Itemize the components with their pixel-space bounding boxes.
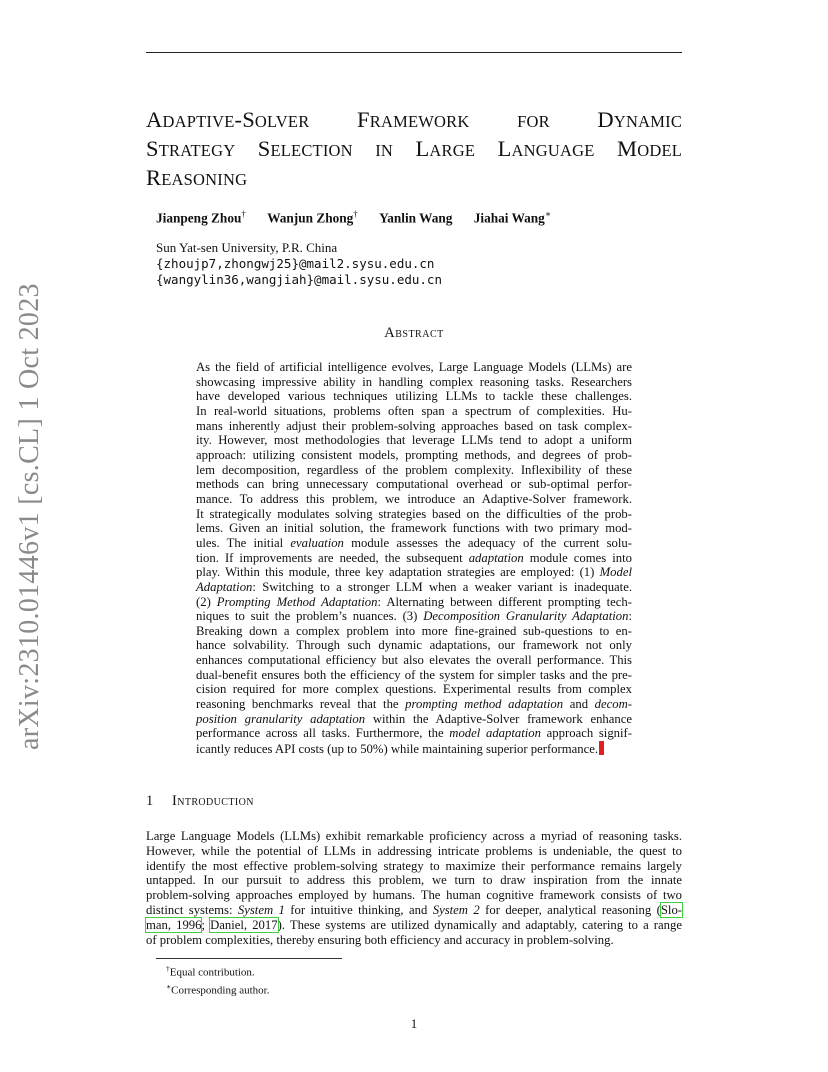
email-line: {wangylin36,wangjiah}@mail.sysu.edu.cn — [156, 272, 442, 287]
author: Jianpeng Zhou† — [156, 209, 246, 226]
intro-line: distinct systems: System 1 for intuitive thinking, and System 2 for deeper, analytical reasoning (Slo- — [146, 902, 683, 917]
section-title: Introduction — [172, 793, 254, 809]
text-cursor — [599, 741, 604, 755]
abstract-line: performance across all tasks. Furthermore, the model adaptation approach signif- — [196, 726, 632, 741]
abstract-line: have developed various techniques utilizing LLMs to tackle these challenges. — [196, 389, 632, 404]
abstract-line: showcasing impressive ability in handling complex reasoning tasks. Researchers — [196, 374, 632, 389]
abstract-line: enhances computational efficiency but also elevates the overall performance. This — [196, 653, 632, 668]
emphasis: Prompting Method Adaptation — [216, 594, 378, 609]
emphasis: prompting method adaptation — [405, 697, 564, 712]
email-line: {zhoujp7,zhongwj25}@mail2.sysu.edu.cn — [156, 256, 435, 271]
author-list — [156, 209, 569, 226]
abstract-line: ules. The initial evaluation module assesses the adequacy of the current solu- — [196, 535, 632, 550]
footnote: †Equal contribution. — [166, 964, 255, 979]
top-rule — [146, 52, 682, 53]
abstract-line: methods can bring unnecessary computational overhead or sub-optimal perfor- — [196, 477, 632, 492]
intro-line: identify the most effective problem-solving strategy to maximize their performance remains largely — [146, 858, 682, 873]
abstract-line: mance. To address this problem, we introduce an Adaptive-Solver framework. — [196, 491, 632, 506]
intro-line: man, 1996; Daniel, 2017). These systems are utilized dynamically and adaptably, catering to a range — [146, 917, 682, 932]
emphasis: model adaptation — [449, 726, 541, 741]
abstract-line: play. Within this module, three key adaptation strategies are employed: (1) Model — [196, 565, 632, 580]
abstract-line: mans inherently adjust their problem-solving approaches based on task complex- — [196, 418, 632, 433]
footnotes — [166, 962, 270, 997]
abstract-line: hance solvability. Through such dynamic adaptations, our framework not only — [196, 638, 632, 653]
abstract-line: position granularity adaptation within the Adaptive-Solver framework enhance — [196, 711, 632, 726]
introduction-body — [146, 829, 682, 947]
emphasis: evaluation — [290, 535, 344, 550]
abstract-line: cision required for more complex questions. Experimental results from complex — [196, 682, 632, 697]
emphasis: decom- — [594, 697, 632, 712]
footnote: ∗Corresponding author. — [166, 981, 270, 997]
arxiv-stamp: arXiv:2310.01446v1 [cs.CL] 1 Oct 2023 — [14, 283, 45, 750]
page-number: 1 — [410, 1016, 418, 1031]
abstract-line: niques to suit the problem’s nuances. (3) Decomposition Granularity Adaptation: — [196, 609, 632, 624]
abstract-line: tion. If improvements are needed, the subsequent adaptation module comes into — [196, 550, 632, 565]
emphasis: Model — [599, 565, 632, 580]
emphasis: System 2 — [432, 902, 480, 917]
intro-line: problem-solving approaches employed by humans. The human cognitive framework consists of two — [146, 888, 682, 903]
abstract-line: Adaptation: Switching to a stronger LLM when a weaker variant is inadequate. — [196, 579, 632, 594]
affiliation: Sun Yat-sen University, P.R. China — [156, 240, 338, 255]
section-heading — [146, 793, 254, 810]
citation-link[interactable]: Daniel, 2017 — [210, 917, 278, 932]
abstract-line: ity. However, most methodologies that leverage LLMs tend to adopt a uniform — [196, 433, 632, 448]
abstract-heading: Abstract — [384, 325, 444, 341]
author: Wanjun Zhong† — [267, 209, 358, 226]
abstract-body — [196, 360, 632, 757]
title-line: ADAPTIVE-SOLVER FRAMEWORK FOR DYNAMIC — [146, 107, 683, 132]
emphasis: System 1 — [237, 902, 285, 917]
intro-line: of problem complexities, thereby ensuring both efficiency and accuracy in problem-solving. — [146, 932, 614, 947]
emphasis: Decomposition Granularity Adaptation — [423, 609, 629, 624]
footnote-rule — [156, 958, 342, 959]
author: Jiahai Wang∗ — [473, 209, 551, 226]
paper-title — [146, 106, 682, 193]
intro-line: untapped. In our pursuit to address this problem, we turn to draw inspiration from the innate — [146, 873, 682, 888]
emphasis: Adaptation — [196, 579, 253, 594]
title-line: REASONING — [146, 165, 248, 190]
section-number: 1 — [146, 793, 154, 809]
abstract-line: lems. Given an initial solution, the framework functions with two primary mod- — [196, 521, 632, 536]
affiliation-block — [156, 240, 442, 288]
abstract-line: As the field of artificial intelligence evolves, Large Language Models (LLMs) are — [196, 360, 632, 374]
abstract-line: Breaking down a complex problem into more fine-grained sub-questions to en- — [196, 623, 632, 638]
author: Yanlin Wang — [379, 210, 453, 226]
abstract-line: It strategically modulates solving strategies based on the difficulties of the prob- — [196, 506, 632, 521]
abstract-line: reasoning benchmarks reveal that the prompting method adaptation and decom- — [196, 697, 632, 712]
intro-line: However, while the potential of LLMs in addressing intricate problems is undeniable, the quest to — [146, 843, 682, 858]
citation-link[interactable]: Slo- — [660, 902, 683, 917]
citation-link[interactable]: man, 1996 — [146, 917, 202, 932]
emphasis: adaptation — [468, 550, 524, 565]
emphasis: position granularity adaptation — [196, 711, 366, 726]
abstract-line: lem decomposition, regardless of the problem complexity. Inflexibility of these — [196, 462, 632, 477]
abstract-line: dual-benefit ensures both the efficiency of the system for simpler tasks and the pre- — [196, 667, 632, 682]
abstract-line: icantly reduces API costs (up to 50%) while maintaining superior performance. — [196, 741, 632, 757]
title-line: STRATEGY SELECTION IN LARGE LANGUAGE MODEL — [146, 136, 682, 161]
abstract-line: (2) Prompting Method Adaptation: Alternating between different prompting tech- — [196, 594, 633, 609]
abstract-line: In real-world situations, problems often span a spectrum of complexities. Hu- — [196, 403, 632, 418]
intro-line: Large Language Models (LLMs) exhibit remarkable proficiency across a myriad of reasoning tasks. — [146, 829, 682, 843]
abstract-line: approach: utilizing consistent models, prompting methods, and degrees of prob- — [196, 447, 632, 462]
